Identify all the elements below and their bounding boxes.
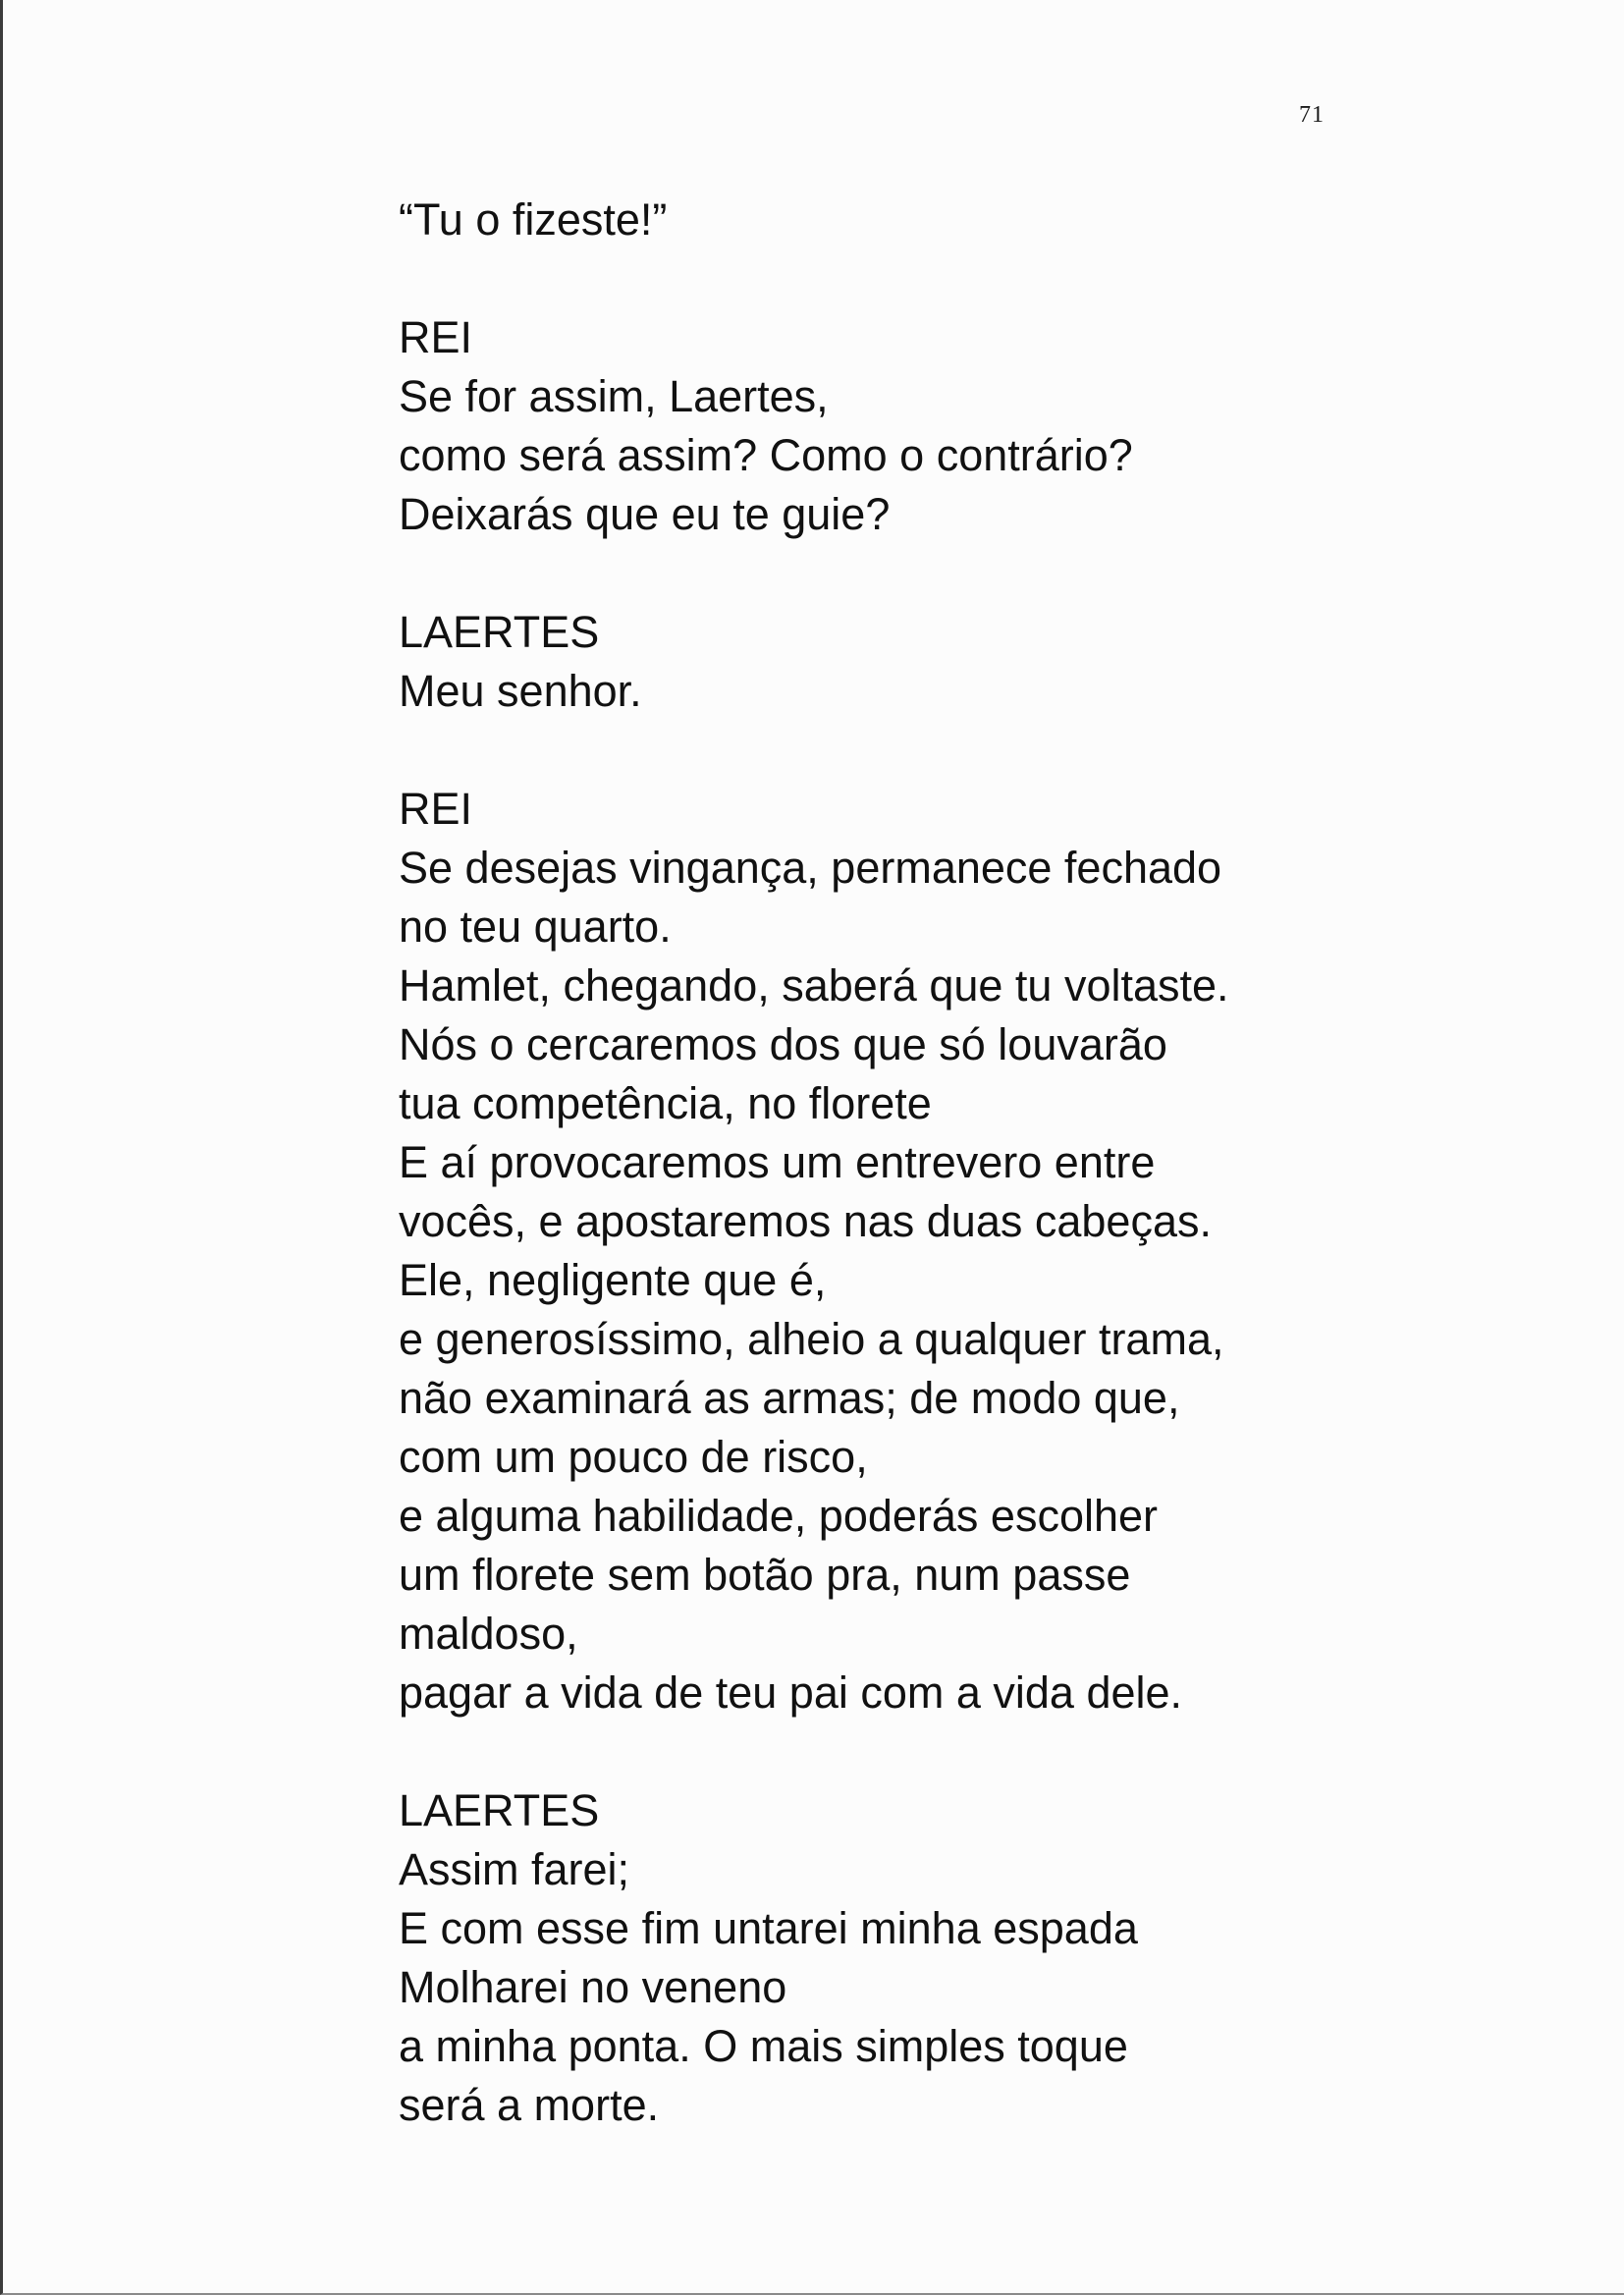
dialogue-line: Assim farei;: [399, 1844, 630, 1894]
dialogue-line: Se desejas vingança, permanece fechado: [399, 843, 1222, 893]
speaker-name: REI: [399, 784, 473, 834]
dialogue-block-rei: [399, 308, 1380, 544]
dialogue-line: com um pouco de risco,: [399, 1432, 868, 1482]
page-number: 71: [1299, 102, 1325, 128]
dialogue-lines: [399, 1840, 1380, 2135]
speaker-name: LAERTES: [399, 607, 600, 657]
dialogue-line: Ele, negligente que é,: [399, 1255, 827, 1305]
dialogue-lines: [399, 662, 1380, 721]
speaker-name: REI: [399, 312, 473, 362]
dialogue-line: Meu senhor.: [399, 666, 642, 716]
dialogue-line: vocês, e apostaremos nas duas cabeças.: [399, 1196, 1212, 1246]
dialogue-line: será a morte.: [399, 2080, 660, 2130]
dialogue-lines: [399, 839, 1380, 1722]
dialogue-line: Deixarás que eu te guie?: [399, 489, 891, 539]
dialogue-line: a minha ponta. O mais simples toque: [399, 2021, 1128, 2071]
dialogue-block-laertes: [399, 603, 1380, 721]
dialogue-line: Nós o cercaremos dos que só louvarão: [399, 1019, 1167, 1069]
dialogue-block-opening: [399, 191, 1380, 249]
dialogue-line: Se for assim, Laertes,: [399, 371, 829, 421]
dialogue-line: e generosíssimo, alheio a qualquer trama,: [399, 1314, 1224, 1364]
play-text: [399, 191, 1380, 2135]
dialogue-block-rei: [399, 780, 1380, 1722]
dialogue-lines: [399, 367, 1380, 544]
dialogue-line: um florete sem botão pra, num passe: [399, 1550, 1131, 1600]
dialogue-lines: [399, 191, 1380, 249]
dialogue-line: não examinará as armas; de modo que,: [399, 1373, 1180, 1423]
dialogue-line: Hamlet, chegando, saberá que tu voltaste.: [399, 960, 1229, 1011]
dialogue-line: “Tu o fizeste!”: [399, 194, 668, 245]
dialogue-line: e alguma habilidade, poderás escolher: [399, 1491, 1159, 1541]
dialogue-line: Molharei no veneno: [399, 1962, 787, 2012]
dialogue-line: pagar a vida de teu pai com a vida dele.: [399, 1667, 1183, 1718]
dialogue-line: maldoso,: [399, 1609, 578, 1659]
dialogue-block-laertes: [399, 1781, 1380, 2135]
dialogue-line: E aí provocaremos um entrevero entre: [399, 1137, 1156, 1187]
dialogue-line: como será assim? Como o contrário?: [399, 430, 1133, 480]
dialogue-line: E com esse fim untarei minha espada: [399, 1903, 1138, 1953]
speaker-name: LAERTES: [399, 1785, 600, 1835]
dialogue-line: no teu quarto.: [399, 902, 672, 952]
dialogue-line: tua competência, no florete: [399, 1078, 932, 1128]
